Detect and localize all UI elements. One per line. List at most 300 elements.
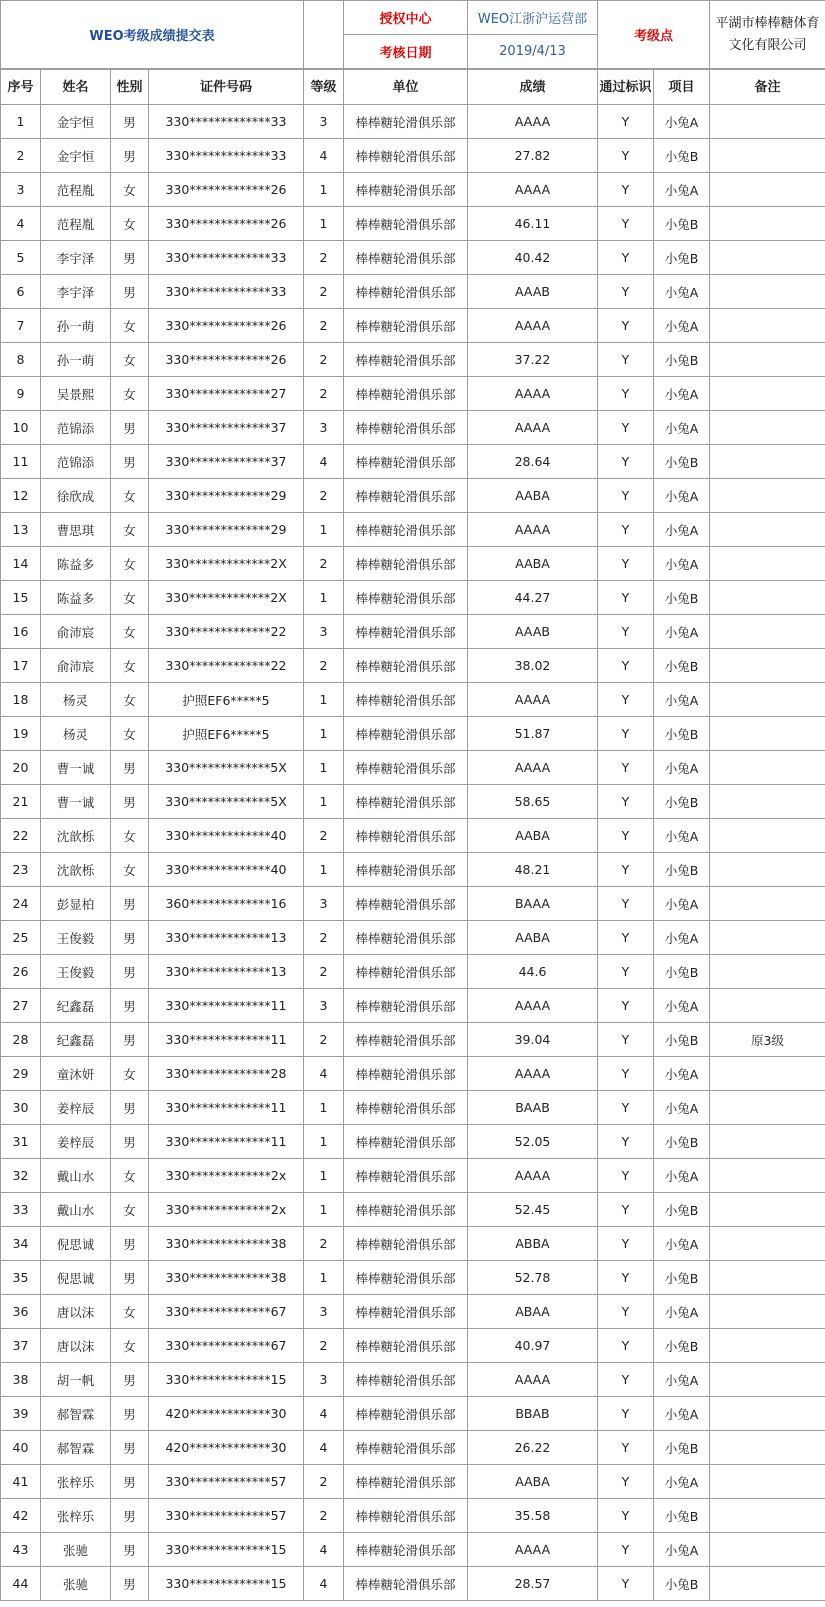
cell-remark [710,853,825,887]
cell-level: 3 [304,989,344,1023]
cell-level: 4 [304,1057,344,1091]
cell-remark [710,1295,825,1329]
cell-seq: 18 [1,683,41,717]
cell-pass-flag: Y [598,1227,654,1261]
cell-name: 姜梓辰 [41,1125,111,1159]
cell-level: 1 [304,1261,344,1295]
cell-name: 童沐妍 [41,1057,111,1091]
cell-level: 3 [304,1295,344,1329]
cell-level: 4 [304,1397,344,1431]
cell-name: 姜梓辰 [41,1091,111,1125]
cell-unit: 棒棒糖轮滑俱乐部 [344,1431,468,1465]
cell-remark [710,513,825,547]
table-row [1,275,825,309]
cell-remark [710,785,825,819]
cell-name: 郝智霖 [41,1397,111,1431]
cell-id-number: 330*************15 [149,1533,304,1567]
cell-seq: 20 [1,751,41,785]
cell-name: 李宇泽 [41,275,111,309]
cell-seq: 23 [1,853,41,887]
table-row [1,1329,825,1363]
cell-id-number: 330*************57 [149,1499,304,1533]
cell-score: AAAA [468,377,598,411]
cell-remark [710,819,825,853]
cell-level: 2 [304,819,344,853]
column-header-unit: 单位 [344,70,468,105]
cell-gender: 男 [111,989,149,1023]
cell-id-number: 330*************33 [149,139,304,173]
cell-id-number: 330*************29 [149,479,304,513]
table-row [1,819,825,853]
cell-id-number: 330*************37 [149,411,304,445]
cell-gender: 女 [111,207,149,241]
cell-remark [710,615,825,649]
cell-remark [710,105,825,139]
cell-seq: 3 [1,173,41,207]
cell-unit: 棒棒糖轮滑俱乐部 [344,1363,468,1397]
score-table [0,69,825,1601]
cell-seq: 40 [1,1431,41,1465]
cell-score: 35.58 [468,1499,598,1533]
cell-unit: 棒棒糖轮滑俱乐部 [344,649,468,683]
cell-level: 2 [304,275,344,309]
cell-score: AAAA [468,1159,598,1193]
cell-unit: 棒棒糖轮滑俱乐部 [344,785,468,819]
cell-pass-flag: Y [598,819,654,853]
cell-pass-flag: Y [598,1397,654,1431]
cell-level: 3 [304,105,344,139]
cell-id-number: 330*************29 [149,513,304,547]
auth-center-label: 授权中心 [344,1,468,35]
cell-gender: 女 [111,683,149,717]
cell-remark [710,581,825,615]
cell-unit: 棒棒糖轮滑俱乐部 [344,1159,468,1193]
cell-id-number: 330*************26 [149,207,304,241]
table-row [1,309,825,343]
cell-pass-flag: Y [598,887,654,921]
cell-gender: 男 [111,139,149,173]
cell-gender: 男 [111,1363,149,1397]
cell-name: 李宇泽 [41,241,111,275]
cell-pass-flag: Y [598,921,654,955]
cell-gender: 女 [111,1329,149,1363]
cell-project: 小兔B [654,1261,710,1295]
cell-seq: 36 [1,1295,41,1329]
cell-pass-flag: Y [598,513,654,547]
cell-id-number: 330*************13 [149,955,304,989]
cell-id-number: 330*************2X [149,547,304,581]
cell-project: 小兔A [654,1363,710,1397]
cell-unit: 棒棒糖轮滑俱乐部 [344,1091,468,1125]
table-row [1,683,825,717]
cell-seq: 37 [1,1329,41,1363]
cell-seq: 17 [1,649,41,683]
cell-score: 44.27 [468,581,598,615]
cell-score: 51.87 [468,717,598,751]
cell-gender: 女 [111,377,149,411]
cell-gender: 女 [111,343,149,377]
column-header-gender: 性别 [111,70,149,105]
cell-remark [710,479,825,513]
cell-project: 小兔A [654,1533,710,1567]
cell-id-number: 330*************27 [149,377,304,411]
table-row [1,921,825,955]
cell-project: 小兔A [654,309,710,343]
cell-unit: 棒棒糖轮滑俱乐部 [344,1397,468,1431]
score-table-body [1,70,825,1601]
cell-unit: 棒棒糖轮滑俱乐部 [344,1329,468,1363]
cell-name: 郝智霖 [41,1431,111,1465]
cell-seq: 14 [1,547,41,581]
cell-level: 1 [304,751,344,785]
cell-name: 金宇恒 [41,139,111,173]
cell-project: 小兔A [654,547,710,581]
cell-name: 纪鑫磊 [41,1023,111,1057]
cell-name: 曹一诚 [41,751,111,785]
cell-project: 小兔A [654,479,710,513]
table-row [1,1159,825,1193]
cell-name: 纪鑫磊 [41,989,111,1023]
table-row [1,615,825,649]
cell-level: 3 [304,411,344,445]
cell-seq: 35 [1,1261,41,1295]
cell-pass-flag: Y [598,751,654,785]
cell-pass-flag: Y [598,309,654,343]
cell-project: 小兔B [654,207,710,241]
cell-project: 小兔B [654,241,710,275]
cell-level: 2 [304,1023,344,1057]
cell-project: 小兔A [654,275,710,309]
cell-name: 曹一诚 [41,785,111,819]
cell-gender: 女 [111,309,149,343]
cell-seq: 8 [1,343,41,377]
cell-seq: 32 [1,1159,41,1193]
cell-pass-flag: Y [598,1533,654,1567]
cell-id-number: 360*************16 [149,887,304,921]
cell-score: BBAB [468,1397,598,1431]
cell-score: 37.22 [468,343,598,377]
cell-unit: 棒棒糖轮滑俱乐部 [344,547,468,581]
cell-unit: 棒棒糖轮滑俱乐部 [344,173,468,207]
table-header-row [1,70,825,105]
cell-name: 沈歆栎 [41,819,111,853]
cell-project: 小兔B [654,1499,710,1533]
table-row [1,1057,825,1091]
cell-level: 1 [304,1159,344,1193]
cell-gender: 女 [111,819,149,853]
cell-name: 俞沛宸 [41,615,111,649]
cell-id-number: 330*************5X [149,785,304,819]
cell-project: 小兔B [654,343,710,377]
cell-id-number: 330*************13 [149,921,304,955]
cell-name: 陈益多 [41,547,111,581]
table-row [1,1465,825,1499]
cell-project: 小兔B [654,1567,710,1601]
cell-name: 唐以沫 [41,1329,111,1363]
cell-remark [710,1363,825,1397]
cell-seq: 28 [1,1023,41,1057]
cell-unit: 棒棒糖轮滑俱乐部 [344,819,468,853]
cell-unit: 棒棒糖轮滑俱乐部 [344,1499,468,1533]
cell-remark [710,207,825,241]
cell-score: AAAA [468,989,598,1023]
cell-unit: 棒棒糖轮滑俱乐部 [344,411,468,445]
cell-project: 小兔A [654,1091,710,1125]
cell-name: 唐以沫 [41,1295,111,1329]
table-row [1,343,825,377]
cell-name: 张梓乐 [41,1499,111,1533]
cell-project: 小兔B [654,445,710,479]
cell-name: 彭显柏 [41,887,111,921]
cell-pass-flag: Y [598,173,654,207]
cell-remark [710,1329,825,1363]
cell-score: 44.6 [468,955,598,989]
cell-seq: 24 [1,887,41,921]
cell-score: AABA [468,547,598,581]
cell-gender: 女 [111,581,149,615]
cell-pass-flag: Y [598,479,654,513]
table-row [1,105,825,139]
cell-seq: 44 [1,1567,41,1601]
cell-pass-flag: Y [598,547,654,581]
cell-remark [710,1533,825,1567]
cell-name: 陈益多 [41,581,111,615]
cell-unit: 棒棒糖轮滑俱乐部 [344,921,468,955]
cell-id-number: 330*************38 [149,1261,304,1295]
cell-project: 小兔A [654,887,710,921]
cell-remark [710,309,825,343]
table-row [1,411,825,445]
cell-gender: 男 [111,1397,149,1431]
cell-name: 张驰 [41,1533,111,1567]
cell-gender: 女 [111,513,149,547]
cell-pass-flag: Y [598,1363,654,1397]
cell-level: 2 [304,649,344,683]
cell-name: 范程胤 [41,207,111,241]
cell-seq: 7 [1,309,41,343]
cell-pass-flag: Y [598,377,654,411]
cell-pass-flag: Y [598,207,654,241]
table-row [1,955,825,989]
cell-gender: 男 [111,751,149,785]
exam-site-label: 考级点 [598,1,710,69]
cell-seq: 22 [1,819,41,853]
cell-level: 1 [304,717,344,751]
cell-name: 范程胤 [41,173,111,207]
cell-pass-flag: Y [598,1431,654,1465]
cell-pass-flag: Y [598,717,654,751]
cell-score: BAAA [468,887,598,921]
table-row [1,1023,825,1057]
cell-pass-flag: Y [598,785,654,819]
cell-pass-flag: Y [598,649,654,683]
cell-unit: 棒棒糖轮滑俱乐部 [344,1023,468,1057]
cell-remark [710,1567,825,1601]
cell-unit: 棒棒糖轮滑俱乐部 [344,445,468,479]
cell-name: 金宇恒 [41,105,111,139]
cell-level: 3 [304,615,344,649]
cell-name: 吴景熙 [41,377,111,411]
cell-project: 小兔B [654,139,710,173]
cell-level: 4 [304,445,344,479]
cell-id-number: 330*************40 [149,853,304,887]
cell-unit: 棒棒糖轮滑俱乐部 [344,1227,468,1261]
cell-id-number: 330*************38 [149,1227,304,1261]
cell-unit: 棒棒糖轮滑俱乐部 [344,717,468,751]
cell-seq: 33 [1,1193,41,1227]
cell-name: 俞沛宸 [41,649,111,683]
cell-seq: 41 [1,1465,41,1499]
cell-seq: 27 [1,989,41,1023]
cell-remark [710,989,825,1023]
cell-score: 52.45 [468,1193,598,1227]
cell-id-number: 护照EF6*****5 [149,683,304,717]
cell-seq: 2 [1,139,41,173]
cell-id-number: 护照EF6*****5 [149,717,304,751]
cell-seq: 6 [1,275,41,309]
cell-project: 小兔B [654,717,710,751]
cell-pass-flag: Y [598,955,654,989]
cell-project: 小兔A [654,173,710,207]
cell-gender: 女 [111,173,149,207]
cell-remark [710,139,825,173]
cell-level: 1 [304,513,344,547]
cell-seq: 4 [1,207,41,241]
cell-score: AAAA [468,513,598,547]
cell-project: 小兔A [654,921,710,955]
cell-score: AAAA [468,1057,598,1091]
cell-score: 52.78 [468,1261,598,1295]
cell-remark [710,1465,825,1499]
cell-id-number: 330*************2X [149,581,304,615]
cell-seq: 15 [1,581,41,615]
cell-project: 小兔B [654,955,710,989]
cell-project: 小兔A [654,683,710,717]
cell-level: 1 [304,207,344,241]
table-row [1,1397,825,1431]
cell-score: AABA [468,1465,598,1499]
cell-level: 3 [304,887,344,921]
cell-project: 小兔A [654,1295,710,1329]
cell-level: 1 [304,173,344,207]
table-row [1,207,825,241]
cell-remark [710,445,825,479]
cell-project: 小兔B [654,853,710,887]
cell-score: 28.57 [468,1567,598,1601]
cell-name: 范锦添 [41,445,111,479]
form-header [0,0,825,69]
cell-pass-flag: Y [598,445,654,479]
cell-project: 小兔B [654,1431,710,1465]
table-row [1,1091,825,1125]
column-header-id-number: 证件号码 [149,70,304,105]
cell-remark [710,1057,825,1091]
cell-project: 小兔A [654,819,710,853]
cell-seq: 29 [1,1057,41,1091]
cell-id-number: 330*************5X [149,751,304,785]
cell-name: 戴山水 [41,1193,111,1227]
cell-seq: 25 [1,921,41,955]
cell-gender: 男 [111,785,149,819]
cell-unit: 棒棒糖轮滑俱乐部 [344,1567,468,1601]
cell-level: 1 [304,1125,344,1159]
cell-gender: 男 [111,1431,149,1465]
cell-seq: 9 [1,377,41,411]
cell-gender: 男 [111,887,149,921]
cell-score: AAAA [468,411,598,445]
table-row [1,581,825,615]
cell-level: 4 [304,1533,344,1567]
cell-pass-flag: Y [598,1057,654,1091]
cell-level: 2 [304,955,344,989]
cell-unit: 棒棒糖轮滑俱乐部 [344,207,468,241]
cell-seq: 43 [1,1533,41,1567]
column-header-project: 项目 [654,70,710,105]
cell-score: AAAB [468,615,598,649]
cell-score: AABA [468,479,598,513]
cell-gender: 男 [111,1261,149,1295]
cell-gender: 女 [111,547,149,581]
cell-level: 4 [304,139,344,173]
cell-pass-flag: Y [598,105,654,139]
cell-unit: 棒棒糖轮滑俱乐部 [344,581,468,615]
cell-id-number: 330*************57 [149,1465,304,1499]
cell-score: AAAA [468,1533,598,1567]
cell-pass-flag: Y [598,989,654,1023]
cell-score: 46.11 [468,207,598,241]
cell-gender: 男 [111,921,149,955]
cell-id-number: 330*************2x [149,1193,304,1227]
cell-unit: 棒棒糖轮滑俱乐部 [344,887,468,921]
cell-gender: 男 [111,1125,149,1159]
cell-pass-flag: Y [598,1193,654,1227]
cell-unit: 棒棒糖轮滑俱乐部 [344,479,468,513]
cell-id-number: 330*************67 [149,1329,304,1363]
cell-level: 4 [304,1431,344,1465]
cell-score: 26.22 [468,1431,598,1465]
cell-id-number: 330*************15 [149,1567,304,1601]
cell-id-number: 330*************22 [149,649,304,683]
table-row [1,513,825,547]
table-row [1,377,825,411]
table-row [1,1567,825,1601]
cell-unit: 棒棒糖轮滑俱乐部 [344,1261,468,1295]
exam-date-label: 考核日期 [344,35,468,69]
table-row [1,717,825,751]
cell-name: 王俊毅 [41,921,111,955]
cell-remark [710,1125,825,1159]
table-row [1,445,825,479]
cell-pass-flag: Y [598,683,654,717]
cell-project: 小兔B [654,1023,710,1057]
cell-seq: 12 [1,479,41,513]
cell-gender: 男 [111,1227,149,1261]
table-row [1,547,825,581]
cell-seq: 34 [1,1227,41,1261]
cell-gender: 男 [111,1499,149,1533]
cell-pass-flag: Y [598,1295,654,1329]
cell-unit: 棒棒糖轮滑俱乐部 [344,955,468,989]
cell-name: 杨灵 [41,717,111,751]
table-row [1,139,825,173]
cell-pass-flag: Y [598,1091,654,1125]
cell-id-number: 330*************2x [149,1159,304,1193]
table-row [1,751,825,785]
cell-pass-flag: Y [598,1261,654,1295]
cell-seq: 38 [1,1363,41,1397]
cell-unit: 棒棒糖轮滑俱乐部 [344,377,468,411]
cell-project: 小兔A [654,513,710,547]
